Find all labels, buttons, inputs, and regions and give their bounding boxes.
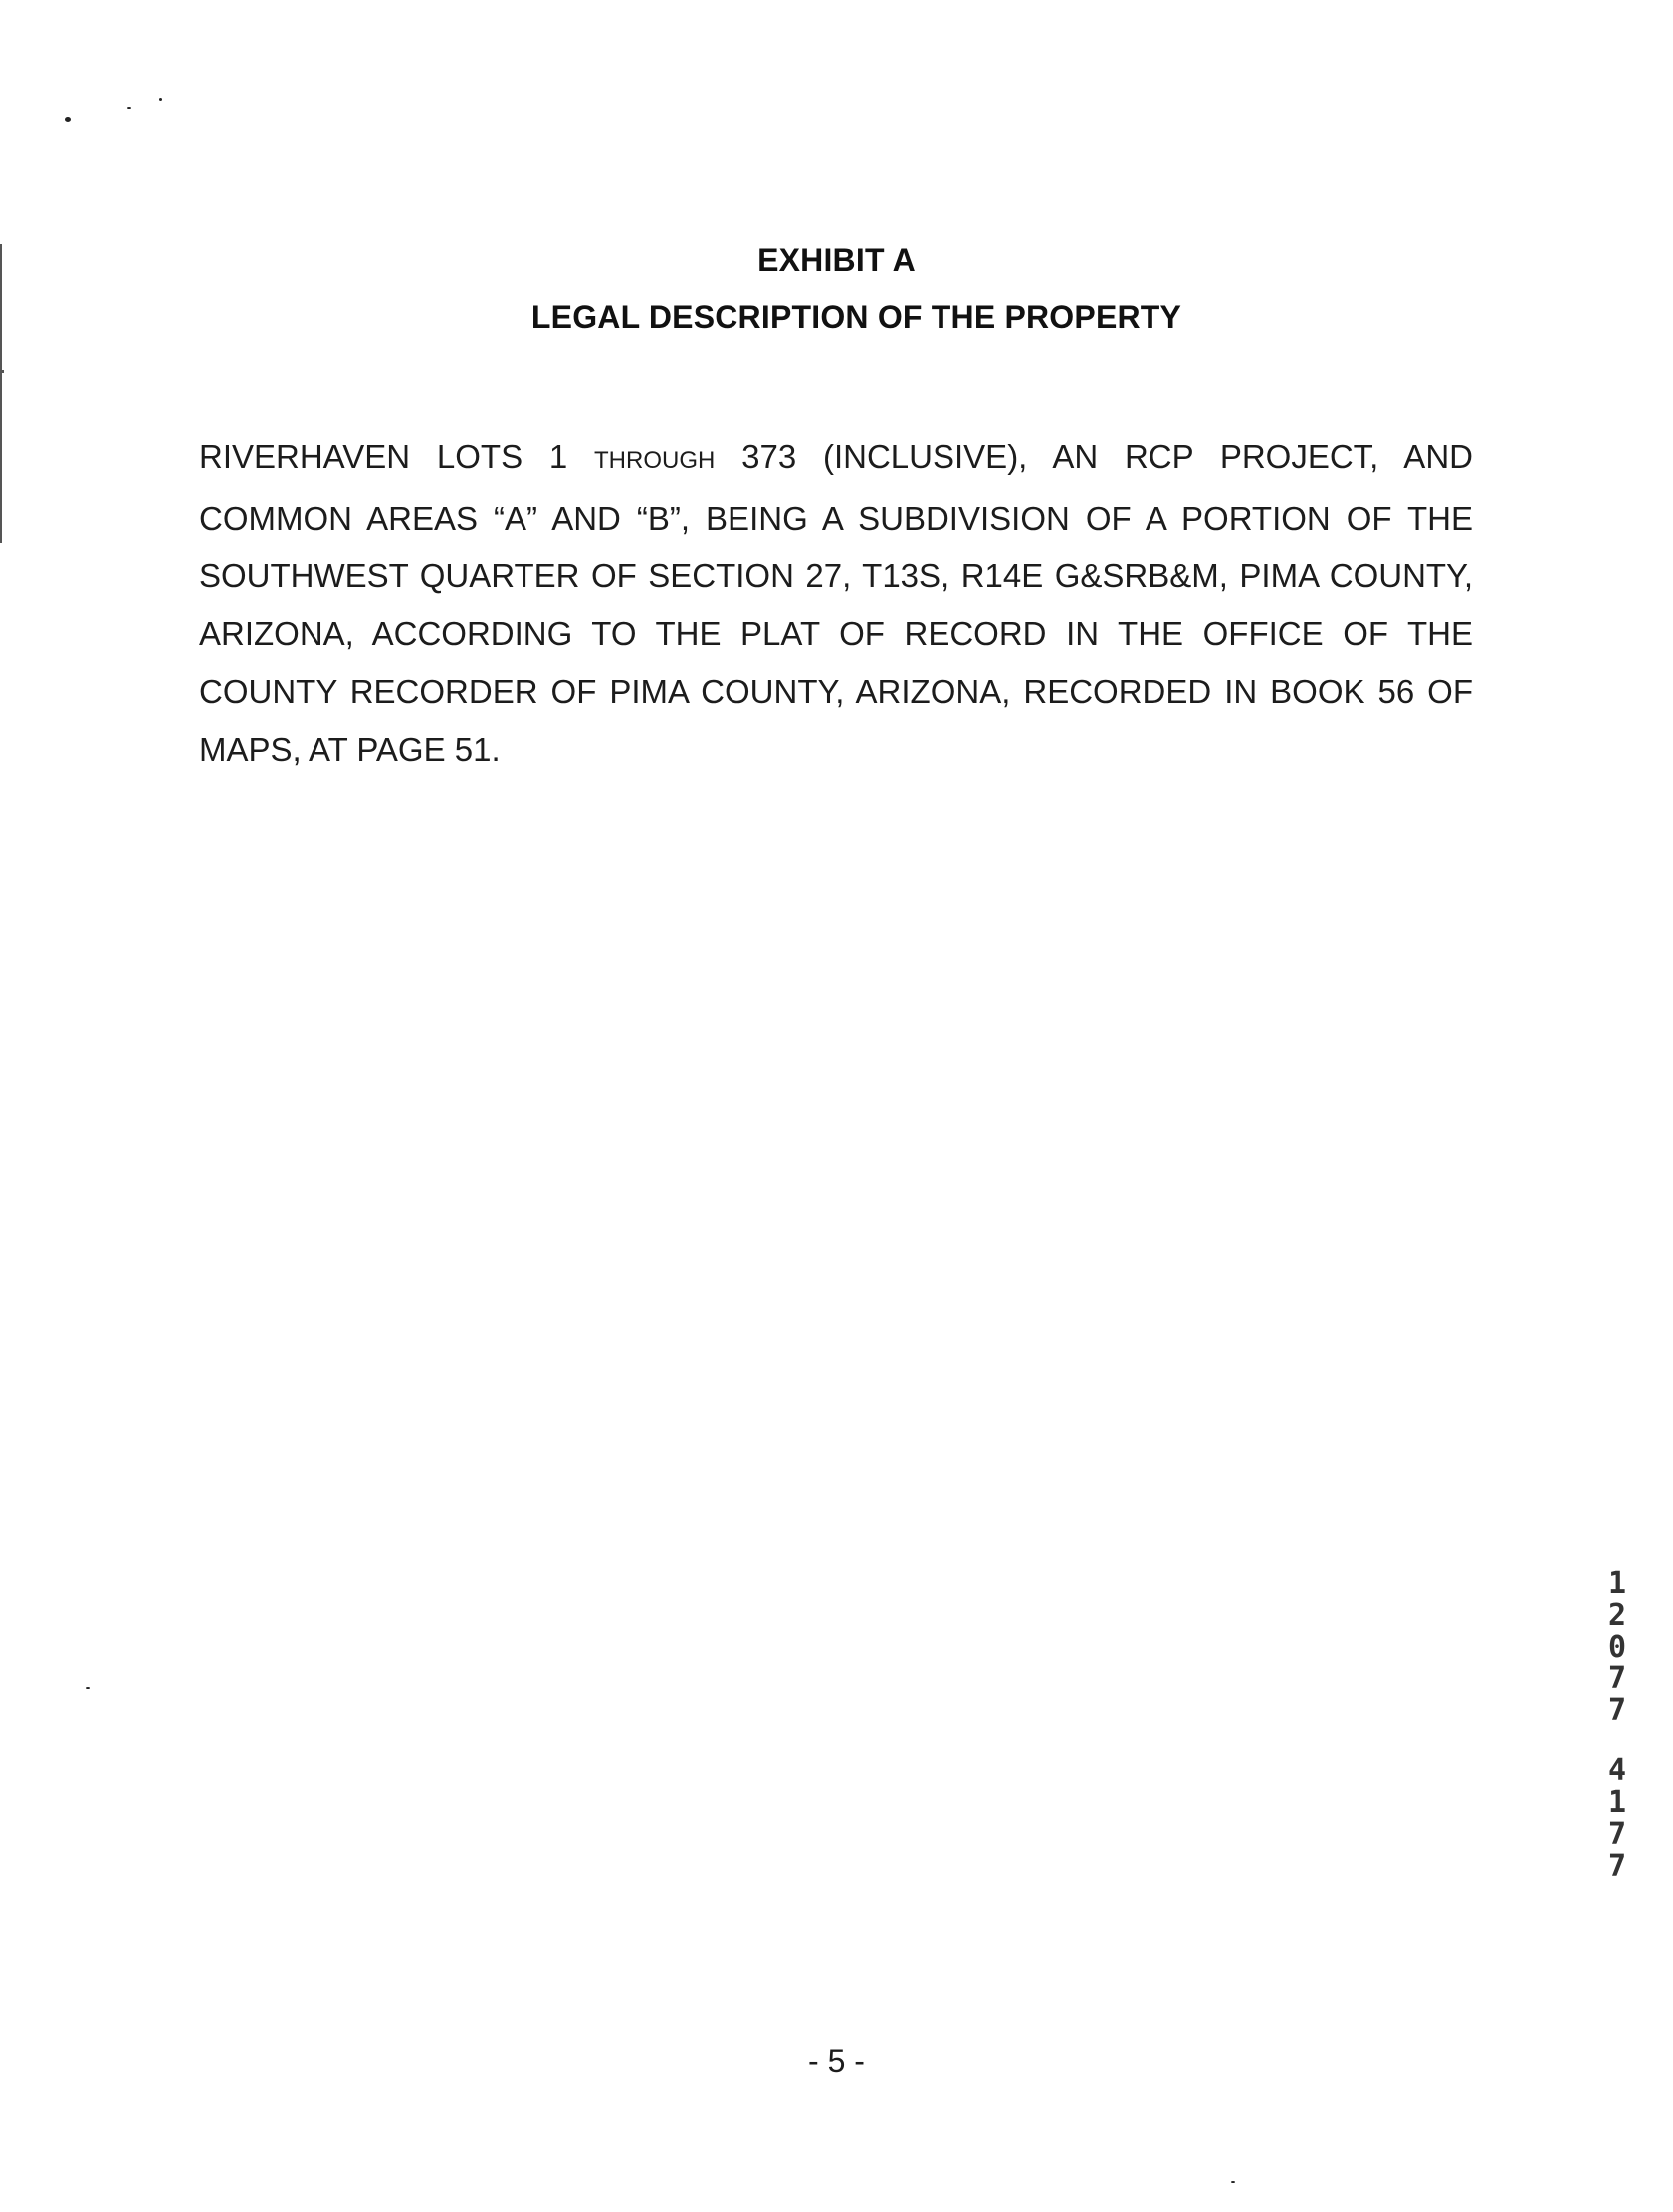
stamp-digit: 4 (1607, 1753, 1627, 1788)
body-line-4: ARIZONA, ACCORDING TO THE PLAT OF RECORD IN THE OFFICE OF THE (199, 615, 1473, 652)
body-line-5: COUNTY RECORDER OF PIMA COUNTY, ARIZONA, RECORDED IN BOOK 56 OF (199, 673, 1473, 710)
scan-speck (65, 117, 71, 122)
body-line-3: SOUTHWEST QUARTER OF SECTION 27, T13S, R14E G&SRB&M, PIMA COUNTY, (199, 557, 1473, 594)
legal-description-title: LEGAL DESCRIPTION OF THE PROPERTY (530, 299, 1182, 334)
scan-edge-tick (0, 370, 4, 373)
body-line-1-start: RIVERHAVEN LOTS 1 (199, 438, 595, 475)
recording-number-stamp (1602, 1568, 1632, 1882)
stamp-digit: 7 (1607, 1849, 1627, 1883)
stamp-digit: 0 (1607, 1630, 1627, 1664)
body-line-1 (199, 428, 1473, 490)
body-line-1-end: 373 (INCLUSIVE), AN RCP PROJECT, AND (715, 438, 1473, 475)
body-line-1-small-word: THROUGH (594, 447, 716, 474)
stamp-digit: 7 (1607, 1817, 1627, 1852)
scan-speck (127, 107, 131, 109)
stamp-gap (1602, 1727, 1632, 1755)
scan-speck (1231, 2181, 1235, 2183)
stamp-digit: 7 (1607, 1693, 1627, 1728)
stamp-digit: 7 (1607, 1661, 1627, 1696)
legal-description-body (199, 428, 1473, 778)
scan-edge-line (0, 244, 2, 543)
page-number: - 5 - (808, 2043, 865, 2079)
stamp-digit: 1 (1607, 1785, 1627, 1820)
stamp-digit: 1 (1607, 1566, 1627, 1601)
exhibit-heading: EXHIBIT A (757, 242, 916, 278)
scan-speck (86, 1687, 90, 1689)
scan-speck (159, 98, 162, 101)
body-line-2: COMMON AREAS “A” AND “B”, BEING A SUBDIVISION OF A PORTION OF THE (199, 500, 1473, 537)
stamp-digit: 2 (1607, 1598, 1627, 1633)
body-line-6: MAPS, AT PAGE 51. (199, 731, 501, 768)
